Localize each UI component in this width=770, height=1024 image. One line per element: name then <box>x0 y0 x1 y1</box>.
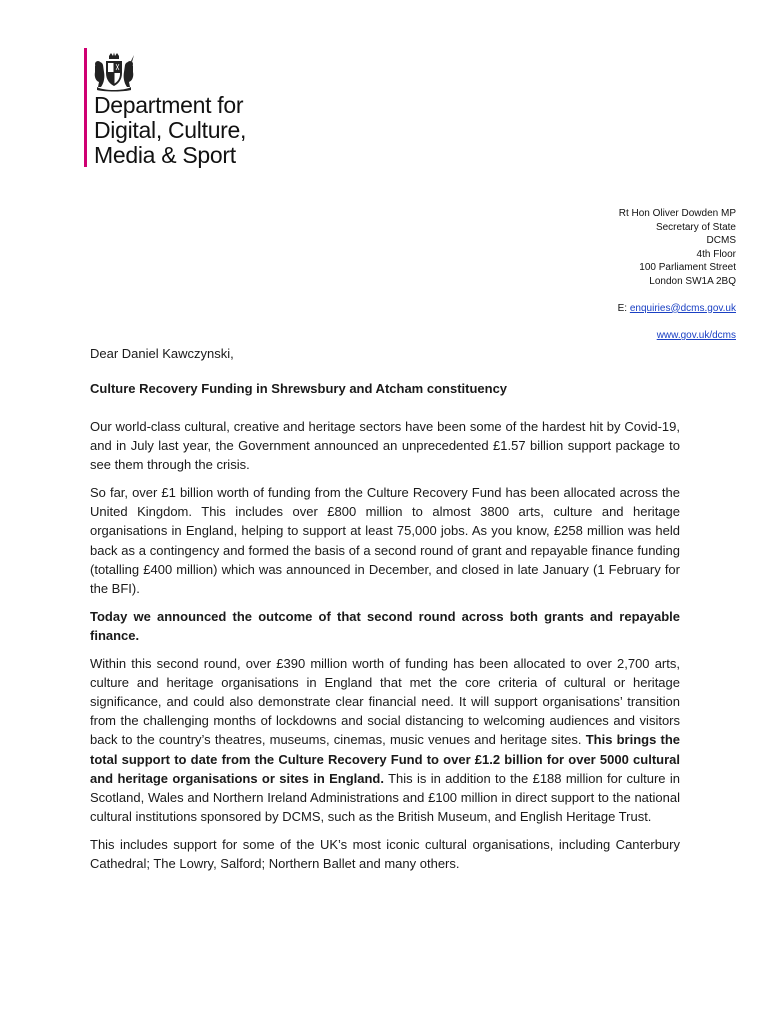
brand-accent-bar <box>84 48 87 167</box>
paragraph-2: So far, over £1 billion worth of funding from the Culture Recovery Fund has been allocated across the United Kingdom. This includes over £800 million to almost 3800 arts, culture and heritage organisations in England, helping to support at least 75,000 jobs. As you know, £258 million was held back as a contingency and formed the basis of a second round of grant and repayable finance funding (totalling £400 million) which was announced in December, and closed in late January (1 February for the BFI). <box>90 485 680 596</box>
letter-body <box>90 417 680 882</box>
email-prefix: E: <box>617 302 630 314</box>
address-line-title: Secretary of State <box>655 221 736 233</box>
paragraph-3: Today we announced the outcome of that second round across both grants and repayable finance. <box>90 608 680 643</box>
paragraph-4-text-a: Within this second round, over £390 million worth of funding has been allocated to over 2,700 arts, culture and heritage organisations in England that met the core criteria of cultural or heritage significance, and could also demonstrate clear financial need. It will support organisations’ transition from the challenging months of lockdowns and social distancing to welcoming audiences and visitors back to the country’s theatres, museums, cinemas, music venues and heritage sites. <box>90 656 680 748</box>
address-line-city: London SW1A 2BQ <box>649 275 736 287</box>
address-line-name: Rt Hon Oliver Dowden MP <box>618 208 736 219</box>
address-line-org: DCMS <box>706 235 736 247</box>
department-name-line-1: Department for <box>94 92 244 118</box>
royal-crest-icon <box>92 52 136 92</box>
website-line <box>618 329 736 343</box>
paragraph-4-highlight: This brings the total support to date from the Culture Recovery Fund to over £1.2 billion for over 5000 cultural and heritage organisations or sites in England. <box>90 732 680 786</box>
paragraph-4 <box>90 654 680 826</box>
sender-address <box>618 207 736 343</box>
address-line-floor: 4th Floor <box>696 248 736 260</box>
department-name-line-2: Digital, Culture, <box>94 117 247 143</box>
letter-greeting: Dear Daniel Kawczynski, <box>90 346 234 361</box>
address-line-street: 100 Parliament Street <box>639 262 736 274</box>
department-name <box>94 93 246 168</box>
letter-subject: Culture Recovery Funding in Shrewsbury and Atcham constituency <box>90 381 508 396</box>
email-line <box>618 302 736 316</box>
email-link[interactable]: enquiries@dcms.gov.uk <box>629 302 736 314</box>
paragraph-4-text-b: This is in addition to the £188 million for culture in Scotland, Wales and Northern Ireland Administrations and £100 million in direct support to the national cultural institutions sponsored by DCMS, such as the British Museum, and English Heritage Trust. <box>90 770 680 824</box>
website-link[interactable]: www.gov.uk/dcms <box>656 330 736 342</box>
paragraph-1: Our world-class cultural, creative and heritage sectors have been some of the hardest hit by Covid-19, and in July last year, the Government announced an unprecedented £1.57 billion support package to see them through the crisis. <box>90 419 680 473</box>
paragraph-5: This includes support for some of the UK’s most iconic cultural organisations, including Canterbury Cathedral; The Lowry, Salford; Northern Ballet and many others. <box>90 836 680 871</box>
department-name-line-3: Media & Sport <box>94 142 236 168</box>
